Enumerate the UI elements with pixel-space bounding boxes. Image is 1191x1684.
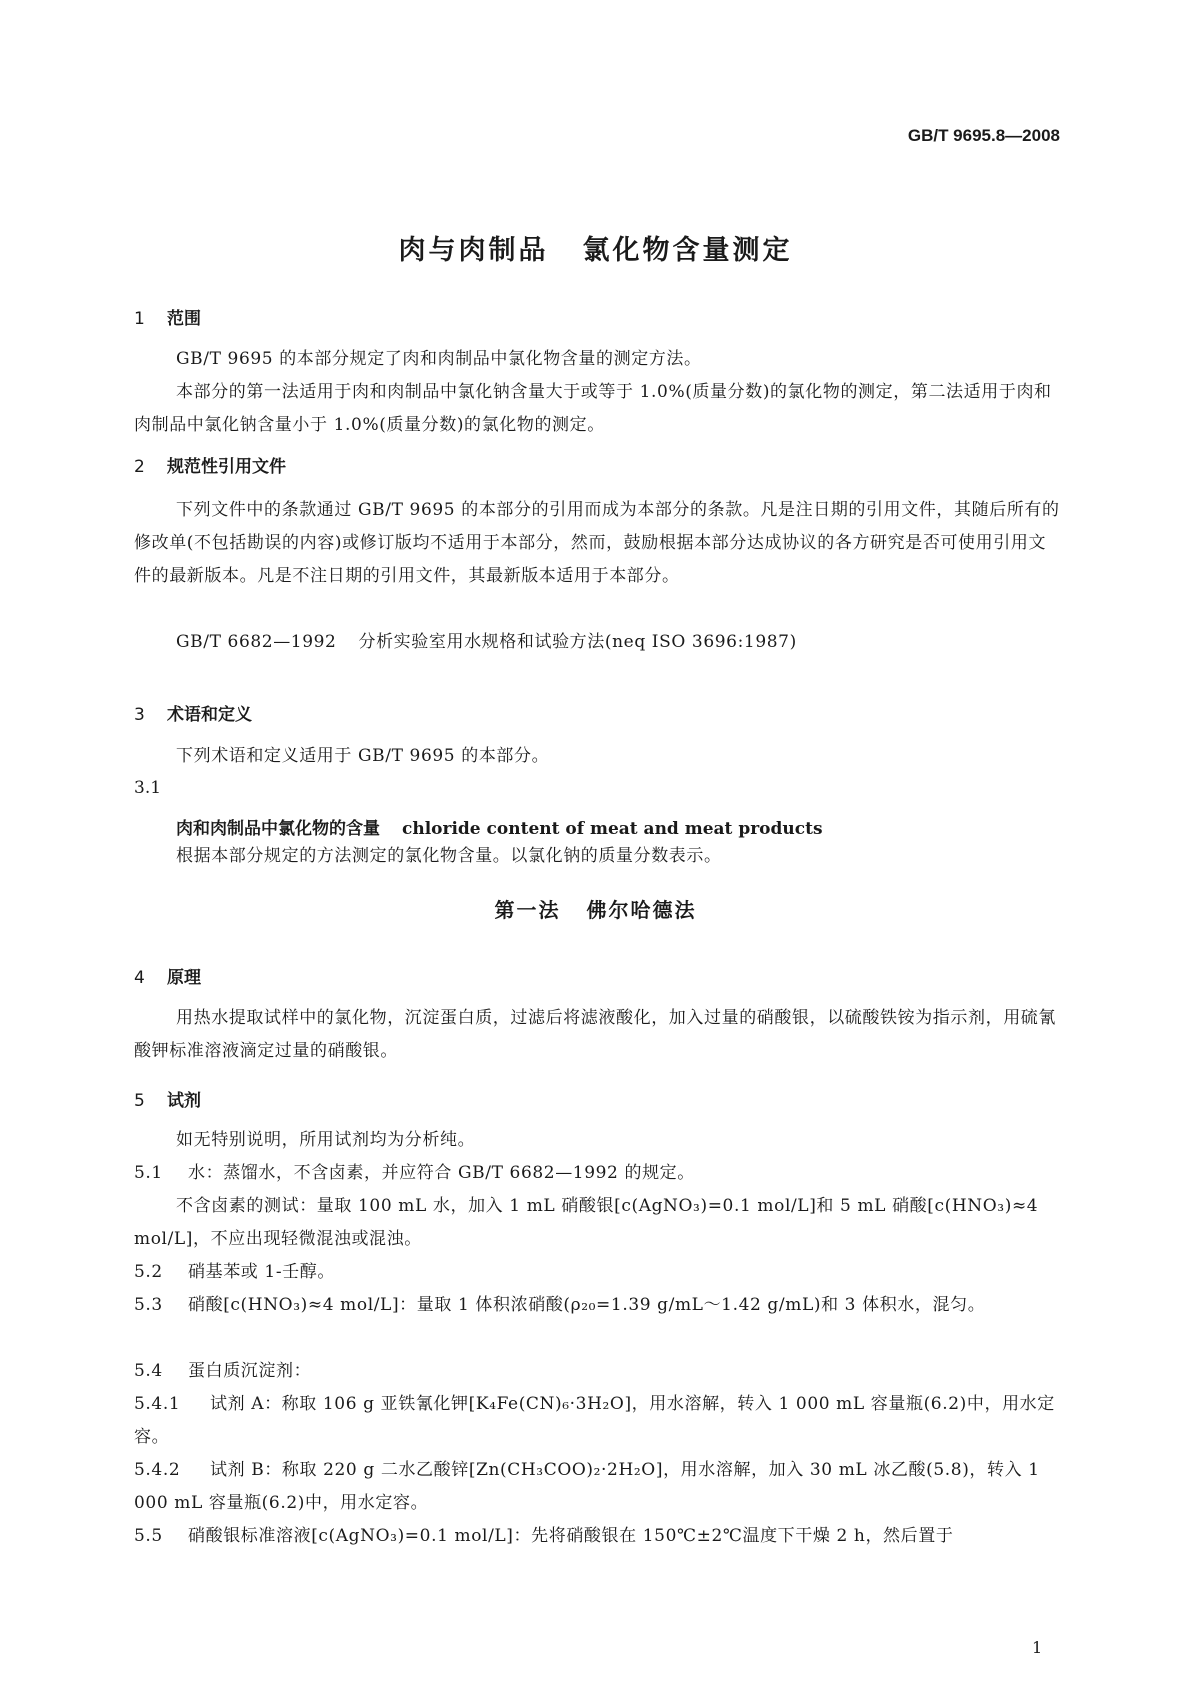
normative-reference xyxy=(134,626,1062,659)
clause-text: 蛋白质沉淀剂： xyxy=(188,1361,312,1381)
clause-5-3 xyxy=(134,1289,1062,1322)
section-5-heading xyxy=(134,1086,201,1111)
reference-title: 分析实验室用水规格和试验方法(neq ISO 3696:1987) xyxy=(358,632,797,652)
clause-number: 5.4.2 xyxy=(134,1460,181,1480)
method-name: 佛尔哈德法 xyxy=(586,898,697,922)
section-4-heading xyxy=(134,963,201,988)
clause-text: 硝基苯或 1-壬醇。 xyxy=(188,1262,335,1282)
section-number: 1 xyxy=(134,309,145,329)
clause-number: 5.5 xyxy=(134,1526,163,1546)
section-1-heading xyxy=(134,304,201,329)
clause-5-2 xyxy=(134,1256,1062,1289)
clause-5-4-2 xyxy=(134,1454,1062,1520)
clause-5-1-note: 不含卤素的测试：量取 100 mL 水，加入 1 mL 硝酸银[c(AgNO₃)=0.1 mol/L]和 5 mL 硝酸[c(HNO₃)≈4 mol/L]，不应出现轻微混浊或混浊。 xyxy=(134,1196,1039,1249)
clause-text: 试剂 A：称取 106 g 亚铁氰化钾[K₄Fe(CN)₆·3H₂O]，用水溶解，转入 1 000 mL 容量瓶(6.2)中，用水定容。 xyxy=(134,1394,1055,1447)
clause-5-4-1 xyxy=(134,1388,1062,1454)
section-title: 试剂 xyxy=(167,1091,201,1111)
clause-number: 5.3 xyxy=(134,1295,163,1315)
clause-5-5 xyxy=(134,1520,1062,1553)
section-3-paragraph-1: 下列术语和定义适用于 GB/T 9695 的本部分。 xyxy=(176,746,550,766)
section-number: 4 xyxy=(134,968,145,988)
section-number: 3 xyxy=(134,705,145,725)
clause-number: 5.2 xyxy=(134,1262,163,1282)
clause-5-1 xyxy=(134,1157,1062,1190)
term-entry xyxy=(176,814,823,839)
clause-text: 硝酸银标准溶液[c(AgNO₃)=0.1 mol/L]：先将硝酸银在 150℃±2℃温度下干燥 2 h，然后置于 xyxy=(188,1526,954,1546)
page-number: 1 xyxy=(1032,1638,1043,1657)
title-part-2: 氯化物含量测定 xyxy=(582,235,793,266)
method-1-heading xyxy=(0,894,1191,923)
term-english: chloride content of meat and meat products xyxy=(402,819,823,839)
clause-5-4 xyxy=(134,1355,1062,1388)
standard-number: GB/T 9695.8—2008 xyxy=(907,126,1060,145)
clause-text: 硝酸[c(HNO₃)≈4 mol/L]：量取 1 体积浓硝酸(ρ₂₀=1.39 g/mL～1.42 g/mL)和 3 体积水，混匀。 xyxy=(188,1295,986,1315)
clause-text: 试剂 B：称取 220 g 二水乙酸锌[Zn(CH₃COO)₂·2H₂O]，用水溶解，加入 30 mL 冰乙酸(5.8)，转入 1 000 mL 容量瓶(6.2)中，用水定容。 xyxy=(134,1460,1040,1513)
section-3-heading xyxy=(134,700,252,725)
section-5-intro: 如无特别说明，所用试剂均为分析纯。 xyxy=(176,1130,476,1150)
clause-3-1-number: 3.1 xyxy=(134,778,162,798)
method-number: 第一法 xyxy=(494,898,561,922)
section-1-paragraph-1: GB/T 9695 的本部分规定了肉和肉制品中氯化物含量的测定方法。 xyxy=(176,349,702,369)
section-1-paragraph-2: 本部分的第一法适用于肉和肉制品中氯化钠含量大于或等于 1.0%(质量分数)的氯化物的测定，第二法适用于肉和肉制品中氯化钠含量小于 1.0%(质量分数)的氯化物的测定。 xyxy=(134,382,1052,435)
clause-text: 水：蒸馏水，不含卤素，并应符合 GB/T 6682—1992 的规定。 xyxy=(188,1163,695,1183)
section-title: 术语和定义 xyxy=(167,705,252,725)
title-part-1: 肉与肉制品 xyxy=(398,235,549,266)
reference-code: GB/T 6682—1992 xyxy=(176,632,337,652)
section-title: 原理 xyxy=(167,968,201,988)
section-4-paragraph-1: 用热水提取试样中的氯化物，沉淀蛋白质，过滤后将滤液酸化，加入过量的硝酸银，以硫酸铁铵为指示剂，用硫氰酸钾标准溶液滴定过量的硝酸银。 xyxy=(134,1008,1056,1061)
document-title xyxy=(0,228,1191,267)
term-chinese: 肉和肉制品中氯化物的含量 xyxy=(176,819,380,839)
section-title: 范围 xyxy=(167,309,201,329)
clause-number: 5.4.1 xyxy=(134,1394,181,1414)
section-number: 5 xyxy=(134,1091,145,1111)
section-2-heading xyxy=(134,452,286,477)
section-title: 规范性引用文件 xyxy=(167,457,286,477)
term-definition: 根据本部分规定的方法测定的氯化物含量。以氯化钠的质量分数表示。 xyxy=(176,846,722,866)
clause-number: 5.4 xyxy=(134,1361,163,1381)
section-number: 2 xyxy=(134,457,145,477)
section-2-paragraph-1: 下列文件中的条款通过 GB/T 9695 的本部分的引用而成为本部分的条款。凡是注日期的引用文件，其随后所有的修改单(不包括勘误的内容)或修订版均不适用于本部分，然而，鼓励根据本部分达成协议的各方研究是否可使用引用文件的最新版本。凡是不注日期的引用文件，其最新版本适用于本部分。 xyxy=(134,500,1060,586)
clause-number: 5.1 xyxy=(134,1163,163,1183)
